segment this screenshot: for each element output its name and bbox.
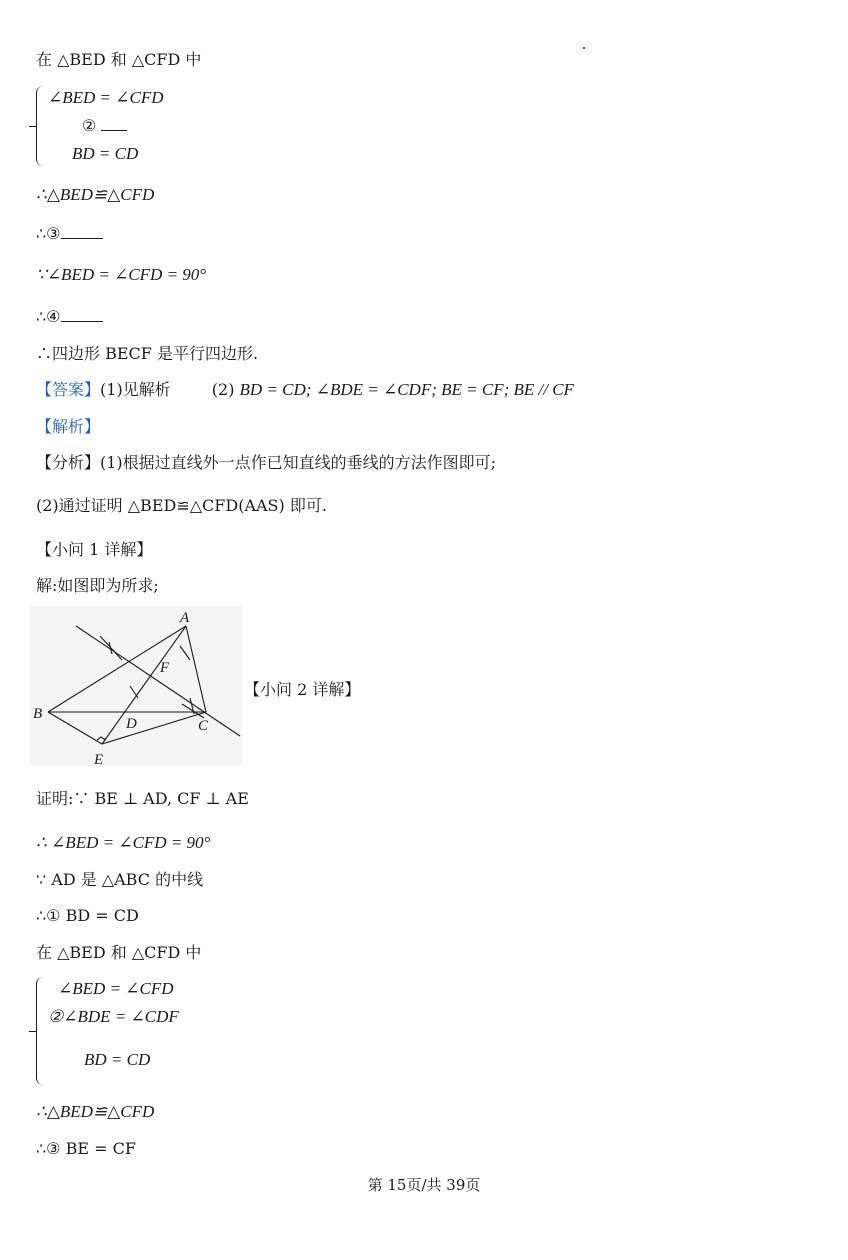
block1-step4: ∴④ <box>36 307 103 327</box>
answer-part2: BD = CD; ∠BDE = ∠CDF; BE = CF; BE // CF <box>239 380 574 399</box>
geometry-figure <box>30 606 242 766</box>
system-brace <box>36 86 45 166</box>
label-B: B <box>33 706 43 722</box>
q2-conclusion: ∴△BED≌△CFD <box>36 1102 155 1121</box>
block1-cond3: BD = CD <box>72 144 139 163</box>
analysis-line: 【分析】(1)根据过直线外一点作已知直线的垂线的方法作图即可; <box>36 453 497 472</box>
scan-speck <box>583 47 585 49</box>
block1-step3: ∴③ <box>36 224 103 244</box>
q1-header: 【小问 1 详解】 <box>36 540 153 559</box>
q2-header: 【小问 2 详解】 <box>244 680 361 699</box>
q2-step1: ∴① BD = CD <box>36 906 139 925</box>
analysis-line2: (2)通过证明 △BED≌△CFD(AAS) 即可. <box>36 496 327 515</box>
answer-part2-label: (2) <box>211 380 235 399</box>
label-D: D <box>126 716 137 732</box>
system-brace-2 <box>36 977 45 1085</box>
label-E: E <box>94 752 104 766</box>
answer-part1: (1)见解析 <box>100 380 171 399</box>
block1-cond2: ② <box>82 116 127 136</box>
answer-line <box>36 380 574 400</box>
answer-tag: 【答案】 <box>36 380 101 399</box>
q2-angles: ∴ ∠BED = ∠CFD = 90° <box>36 833 211 852</box>
block1-cond1: ∠BED = ∠CFD <box>48 88 164 107</box>
figure-background <box>30 606 242 766</box>
q2-cond1: ∠BED = ∠CFD <box>58 979 174 998</box>
q1-solution: 解:如图即为所求; <box>36 576 159 595</box>
analysis-tag: 【解析】 <box>36 417 101 436</box>
q2-cond3: BD = CD <box>84 1050 151 1069</box>
block1-conclusion: ∴△BED≌△CFD <box>36 185 155 204</box>
block1-intro: 在 △BED 和 △CFD 中 <box>36 50 202 69</box>
q2-proof: 证明:∵ BE ⊥ AD, CF ⊥ AE <box>36 789 249 808</box>
q2-cond2: ②∠BDE = ∠CDF <box>48 1007 179 1026</box>
label-A: A <box>180 610 190 626</box>
page-footer: 第 15页/共 39页 <box>367 1176 481 1194</box>
q2-intro: 在 △BED 和 △CFD 中 <box>36 943 202 962</box>
block1-because: ∵∠BED = ∠CFD = 90° <box>36 265 207 284</box>
q2-step3: ∴③ BE = CF <box>36 1139 136 1158</box>
label-C: C <box>198 718 209 734</box>
label-F: F <box>160 660 170 676</box>
q2-median: ∵ AD 是 △ABC 的中线 <box>36 870 204 889</box>
block1-final: ∴四边形 BECF 是平行四边形. <box>36 344 259 363</box>
